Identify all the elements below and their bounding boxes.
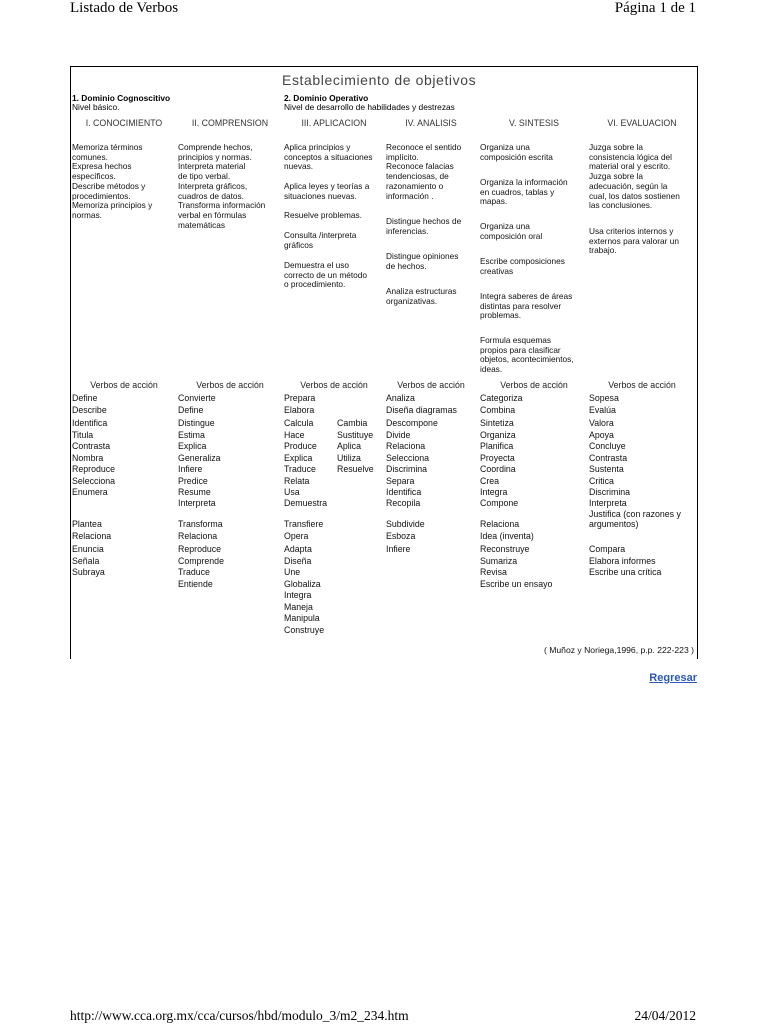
verb-c3-14: Une: [284, 567, 301, 577]
verb-c6-5: Contrasta: [589, 453, 628, 463]
verb-c3b-0: Cambia: [337, 418, 368, 428]
verb-c5-13: Sumariza: [480, 556, 518, 566]
verb-c2-13: Comprende: [178, 556, 224, 566]
verb-c6-9: Interpreta: [589, 498, 627, 508]
description-analisis-3: Distingue opiniones de hechos.: [386, 251, 459, 271]
verb-c3-6: Traduce: [284, 464, 316, 474]
verb-c2-4: Explica: [178, 441, 207, 451]
domain-cognoscitivo: [72, 94, 170, 113]
verb-c5-0: Categoriza: [480, 393, 523, 403]
verb-c3-4: Produce: [284, 441, 317, 451]
verb-c4-12: Infiere: [386, 544, 411, 554]
verb-c6-4: Concluye: [589, 441, 626, 451]
page-number: Página 1 de 1: [614, 0, 696, 16]
verb-c3b-4: Resuelve: [337, 464, 374, 474]
verb-c4-2: Descompone: [386, 418, 438, 428]
verb-c3-16: Integra: [284, 590, 312, 600]
verb-c3b-1: Sustituye: [337, 430, 374, 440]
footer-date: 24/04/2012: [634, 1008, 696, 1023]
description-evaluacion-2: Usa criterios internos y externos para valorar un trabajo.: [589, 226, 679, 256]
verb-c2-9: Interpreta: [178, 498, 216, 508]
verb-c5-3: Organiza: [480, 430, 516, 440]
verbs-header-aplicacion: Verbos de acción: [300, 380, 368, 390]
description-sintesis-1: Organiza una composición escrita: [480, 142, 553, 162]
verb-c5-15: Escribe un ensayo: [480, 579, 553, 589]
verb-c2-11: Relaciona: [178, 531, 218, 541]
description-sintesis-4: Escribe composiciones creativas: [480, 256, 565, 276]
verb-c2-15: Entiende: [178, 579, 213, 589]
verb-c5-7: Crea: [480, 476, 500, 486]
verb-c6-8: Discrimina: [589, 487, 631, 497]
verb-c1-1: Describe: [72, 405, 107, 415]
verb-c6-2: Valora: [589, 418, 614, 428]
verb-c1-11: Relaciona: [72, 531, 112, 541]
description-aplicacion-5: Demuestra el uso correcto de un método o procedimiento.: [284, 260, 368, 290]
back-link[interactable]: Regresar: [649, 672, 697, 684]
verb-c4-6: Discrimina: [386, 464, 428, 474]
domain-title: 2. Dominio Operativo: [284, 93, 369, 103]
verb-c6-12: Elabora informes: [589, 556, 656, 566]
verb-c3b-2: Aplica: [337, 441, 361, 451]
verb-c1-6: Reproduce: [72, 464, 116, 474]
verb-c3-12: Adapta: [284, 544, 312, 554]
verb-c4-11: Esboza: [386, 531, 416, 541]
description-aplicacion-1: Aplica principios y conceptos a situaciones nuevas.: [284, 142, 373, 172]
column-header-conocimiento: I. CONOCIMIENTO: [85, 118, 163, 128]
verbs-header-conocimiento: Verbos de acción: [90, 380, 158, 390]
verb-c3-9: Demuestra: [284, 498, 328, 508]
page-header-title: Listado de Verbos: [70, 0, 179, 16]
verb-c5-12: Reconstruye: [480, 544, 530, 554]
verb-c2-12: Reproduce: [178, 544, 222, 554]
verb-c6-7: Critica: [589, 476, 614, 486]
verb-c4-4: Relaciona: [386, 441, 426, 451]
verb-c4-1: Diseña diagramas: [386, 405, 457, 415]
description-evaluacion-1: Juzga sobre la consistencia lógica del material oral y escrito. Juzga sobre la adecuación, según la cual, los datos sostienen las conclusiones.: [589, 142, 680, 211]
verbs-header-sintesis: Verbos de acción: [500, 380, 568, 390]
verb-c2-8: Resume: [178, 487, 211, 497]
description-aplicacion-3: Resuelve problemas.: [284, 210, 362, 220]
verb-c2-5: Generaliza: [178, 453, 221, 463]
verb-c5-9: Compone: [480, 498, 519, 508]
description-analisis-4: Analiza estructuras organizativas.: [386, 286, 457, 306]
domain-subtitle: Nivel básico.: [72, 102, 120, 113]
description-aplicacion-2: Aplica leyes y teorías a situaciones nuevas.: [284, 181, 370, 201]
footer-url: http://www.cca.org.mx/cca/cursos/hbd/modulo_3/m2_234.htm: [70, 1008, 409, 1023]
verb-c3-1: Elabora: [284, 405, 315, 415]
verb-c4-3: Divide: [386, 430, 411, 440]
domain-title: 1. Dominio Cognoscitivo: [72, 93, 171, 103]
verb-c5-10: Relaciona: [480, 519, 520, 529]
column-header-evaluacion: VI. EVALUACION: [607, 118, 677, 128]
verb-c6-10: Justifica (con razones y argumentos): [589, 509, 681, 529]
verb-c5-8: Integra: [480, 487, 508, 497]
verb-c4-0: Analiza: [386, 393, 415, 403]
verb-c3-8: Usa: [284, 487, 300, 497]
verb-c3b-3: Utiliza: [337, 453, 361, 463]
column-header-comprension: II. COMPRENSION: [191, 118, 269, 128]
verb-c3-15: Globaliza: [284, 579, 321, 589]
domain-subtitle: Nivel de desarrollo de habilidades y destrezas: [284, 102, 455, 113]
verb-c3-18: Manipula: [284, 613, 320, 623]
verb-c6-11: Compara: [589, 544, 626, 554]
verb-c3-19: Construye: [284, 625, 325, 635]
description-sintesis-3: Organiza una composición oral: [480, 221, 543, 241]
column-header-aplicacion: III. APLICACION: [301, 118, 367, 128]
verbs-header-analisis: Verbos de acción: [397, 380, 465, 390]
description-analisis-1: Reconoce el sentido implícito. Reconoce falacias tendenciosas, de razonamiento o información .: [386, 142, 462, 201]
domain-operativo: [284, 94, 455, 113]
verb-c5-14: Revisa: [480, 567, 507, 577]
verb-c5-6: Coordina: [480, 464, 516, 474]
verb-c1-13: Señala: [72, 556, 100, 566]
verb-c1-4: Contrasta: [72, 441, 111, 451]
verb-c1-10: Plantea: [72, 519, 102, 529]
column-header-sintesis: V. SINTESIS: [508, 118, 560, 128]
verb-c1-2: Identifica: [72, 418, 108, 428]
verb-c1-12: Enuncia: [72, 544, 104, 554]
description-conocimiento: Memoriza términos comunes. Expresa hechos específicos. Describe métodos y procedimientos. Memoriza principios y normas.: [72, 142, 153, 220]
verb-c2-7: Predice: [178, 476, 208, 486]
verb-c2-3: Estima: [178, 430, 205, 440]
citation: ( Muñoz y Noriega,1996, p.p. 222-223 ): [543, 645, 694, 655]
verb-c3-3: Hace: [284, 430, 305, 440]
verb-c1-14: Subraya: [72, 567, 105, 577]
verb-c6-1: Evalúa: [589, 405, 616, 415]
verb-c5-11: Idea (inventa): [480, 531, 534, 541]
verb-c4-7: Separa: [386, 476, 415, 486]
verb-c5-5: Proyecta: [480, 453, 515, 463]
verb-c5-4: Planifica: [480, 441, 514, 451]
verb-c5-2: Sintetiza: [480, 418, 514, 428]
verb-c3-0: Prepara: [284, 393, 316, 403]
verb-c3-11: Opera: [284, 531, 309, 541]
verb-c2-2: Distingue: [178, 418, 215, 428]
verb-c1-0: Define: [72, 393, 98, 403]
verb-c2-0: Convierte: [178, 393, 216, 403]
table-title: Establecimiento de objetivos: [282, 72, 477, 88]
description-sintesis-2: Organiza la información en cuadros, tablas y mapas.: [480, 177, 568, 207]
verbs-header-comprension: Verbos de acción: [196, 380, 264, 390]
description-sintesis-6: Formula esquemas propios para clasificar objetos, acontecimientos, ideas.: [480, 335, 574, 375]
verb-c4-5: Selecciona: [386, 453, 430, 463]
verb-c6-3: Apoya: [589, 430, 614, 440]
description-aplicacion-4: Consulta /interpreta gráficos: [284, 230, 357, 250]
verb-c1-5: Nombra: [72, 453, 104, 463]
verb-c3-2: Calcula: [284, 418, 314, 428]
description-analisis-2: Distingue hechos de inferencias.: [386, 216, 462, 236]
verb-c2-6: Infiere: [178, 464, 203, 474]
verb-c6-13: Escribe una crítica: [589, 567, 662, 577]
verb-c4-10: Subdivide: [386, 519, 425, 529]
verb-c6-0: Sopesa: [589, 393, 619, 403]
column-header-analisis: IV. ANALISIS: [405, 118, 457, 128]
verb-c1-7: Selecciona: [72, 476, 116, 486]
verb-c2-1: Define: [178, 405, 204, 415]
verb-c1-8: Enumera: [72, 487, 108, 497]
verb-c3-17: Maneja: [284, 602, 313, 612]
description-comprension: Comprende hechos, principios y normas. Interpreta material de tipo verbal. Interpreta gráficos, cuadros de datos. Transforma información verbal en fórmulas matemáticas: [178, 142, 266, 230]
verb-c2-14: Traduce: [178, 567, 210, 577]
verb-c3-7: Relata: [284, 476, 310, 486]
description-sintesis-5: Integra saberes de áreas distintas para resolver problemas.: [480, 291, 573, 321]
verb-c5-1: Combina: [480, 405, 516, 415]
verb-c3-5: Explica: [284, 453, 313, 463]
verb-c6-6: Sustenta: [589, 464, 624, 474]
verb-c1-3: Titula: [72, 430, 94, 440]
verb-c3-10: Transfiere: [284, 519, 324, 529]
verb-c2-10: Transforma: [178, 519, 223, 529]
verb-c4-8: Identifica: [386, 487, 422, 497]
verb-c3-13: Diseña: [284, 556, 312, 566]
verb-c4-9: Recopila: [386, 498, 421, 508]
verbs-header-evaluacion: Verbos de acción: [608, 380, 676, 390]
